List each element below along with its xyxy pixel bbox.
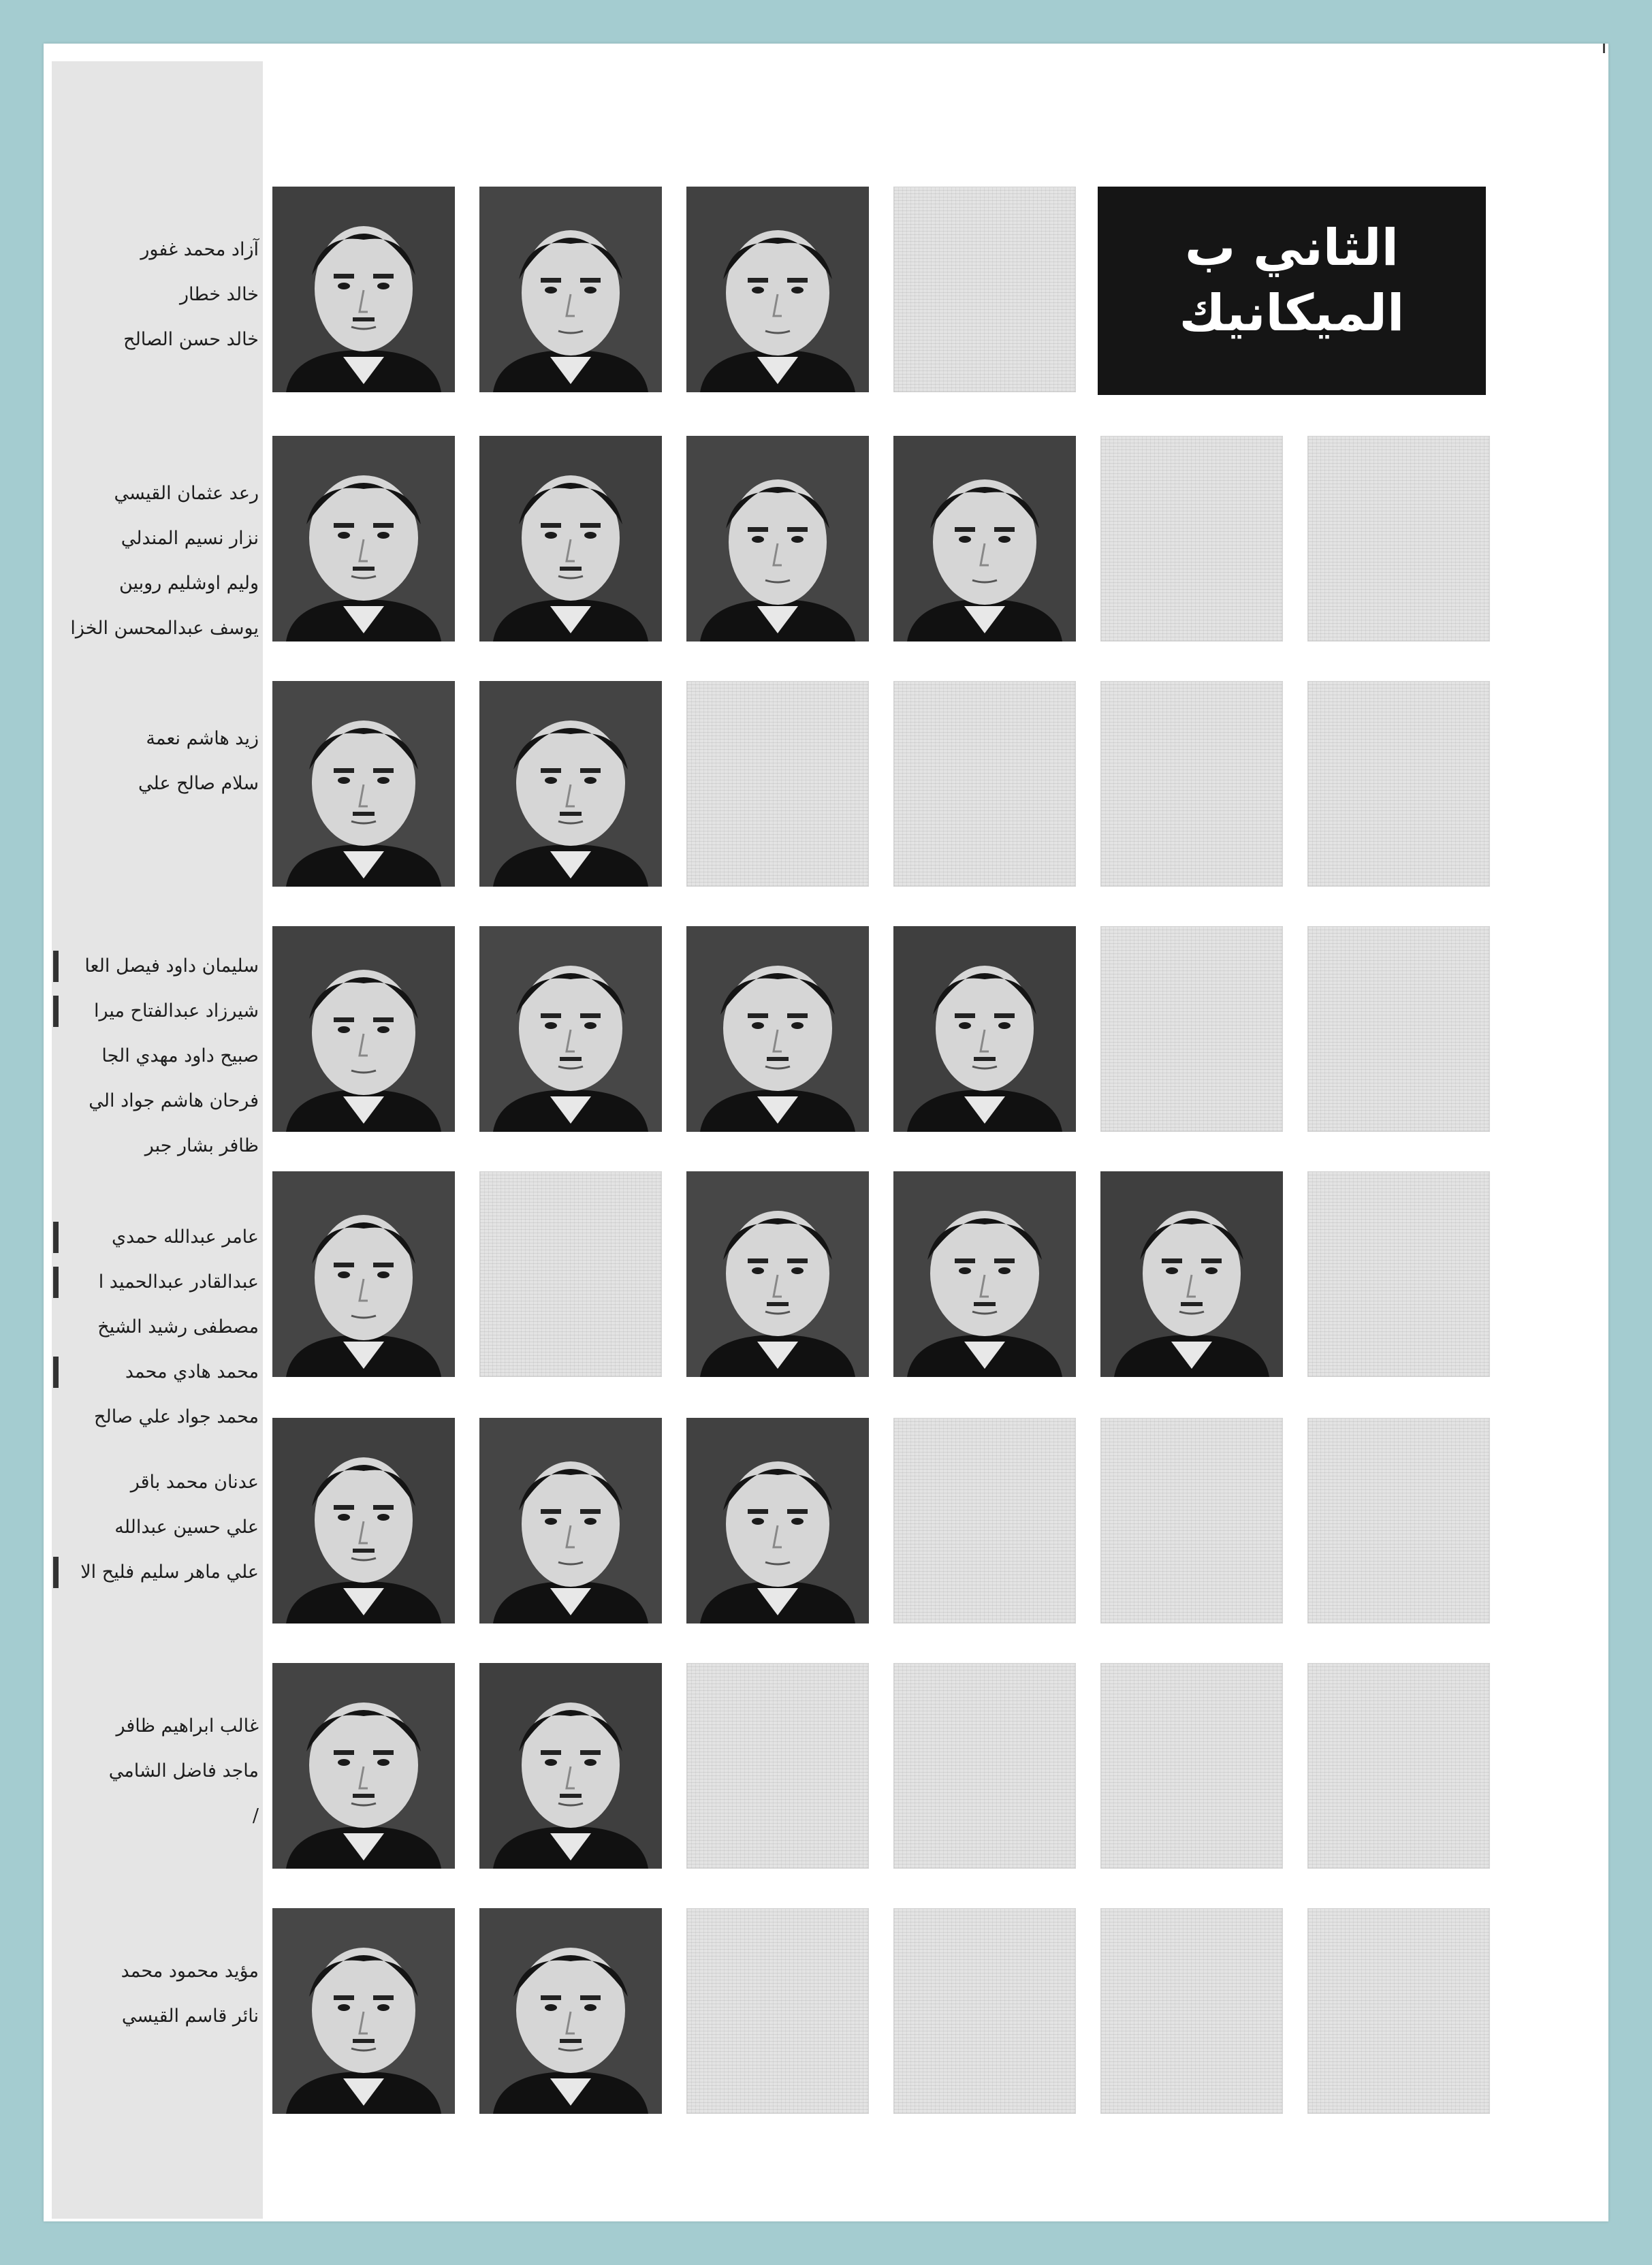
empty-photo-slot bbox=[1307, 1908, 1490, 2114]
student-photo bbox=[686, 187, 869, 392]
student-name: عبدالقادر عبدالحميد ا bbox=[98, 1271, 259, 1293]
class-title-line2: الميكانيك bbox=[1179, 284, 1405, 343]
student-photo bbox=[272, 681, 455, 887]
student-name: آزاد محمد غفور bbox=[140, 239, 259, 260]
class-title-box bbox=[1098, 187, 1486, 395]
scan-edge-mark bbox=[53, 996, 59, 1027]
empty-photo-slot bbox=[479, 1171, 662, 1377]
student-name: ماجد فاضل الشامي bbox=[108, 1760, 259, 1781]
student-name: شيرزاد عبدالفتاح ميرا bbox=[93, 1000, 259, 1021]
empty-photo-slot bbox=[1100, 1908, 1283, 2114]
empty-photo-slot bbox=[893, 681, 1076, 887]
empty-photo-slot bbox=[1100, 1418, 1283, 1623]
student-name: مؤيد محمود محمد bbox=[121, 1961, 259, 1982]
empty-photo-slot bbox=[893, 1908, 1076, 2114]
name-list-row-7 bbox=[54, 1704, 259, 1839]
student-name: نائر قاسم القيسي bbox=[121, 2006, 259, 2027]
student-photo bbox=[686, 1418, 869, 1623]
empty-photo-slot bbox=[686, 681, 869, 887]
student-photo bbox=[1100, 1171, 1283, 1377]
student-photo bbox=[686, 436, 869, 642]
student-photo bbox=[479, 187, 662, 392]
student-name: محمد هادي محمد bbox=[125, 1361, 259, 1382]
student-name: علي ماهر سليم فليح الا bbox=[80, 1562, 259, 1583]
empty-photo-slot bbox=[1307, 1171, 1490, 1377]
empty-photo-slot bbox=[1100, 436, 1283, 642]
name-list-row-6 bbox=[54, 1460, 259, 1595]
empty-photo-slot bbox=[1100, 1663, 1283, 1869]
empty-photo-slot bbox=[893, 1663, 1076, 1869]
student-photo bbox=[479, 436, 662, 642]
student-name: عامر عبدالله حمدي bbox=[111, 1226, 259, 1248]
empty-photo-slot bbox=[893, 187, 1076, 392]
student-photo bbox=[272, 1908, 455, 2114]
student-name: نزار نسيم المندلي bbox=[121, 528, 259, 549]
student-photo bbox=[272, 1663, 455, 1869]
scan-edge-mark bbox=[53, 1267, 59, 1298]
empty-photo-slot bbox=[1100, 926, 1283, 1132]
empty-photo-slot bbox=[1307, 436, 1490, 642]
yearbook-page bbox=[44, 44, 1608, 2221]
student-name: رعد عثمان القيسي bbox=[114, 483, 259, 504]
empty-photo-slot bbox=[1307, 1663, 1490, 1869]
scan-edge-mark bbox=[53, 1357, 59, 1388]
name-list-row-4 bbox=[54, 944, 259, 1169]
name-list-row-3 bbox=[54, 716, 259, 806]
empty-photo-slot bbox=[1100, 681, 1283, 887]
empty-photo-slot bbox=[1307, 926, 1490, 1132]
student-name: / bbox=[252, 1805, 259, 1826]
student-photo bbox=[686, 1171, 869, 1377]
class-title-line1: الثاني ب bbox=[1185, 219, 1399, 277]
empty-photo-slot bbox=[1307, 1418, 1490, 1623]
student-photo bbox=[272, 1418, 455, 1623]
student-name: فرحان هاشم جواد الي bbox=[89, 1090, 259, 1111]
student-name: خالد خطار bbox=[179, 284, 259, 305]
student-photo bbox=[272, 1171, 455, 1377]
student-name: صبيح داود مهدي الجا bbox=[101, 1045, 259, 1066]
student-name: سلام صالح علي bbox=[138, 773, 259, 794]
student-photo bbox=[272, 187, 455, 392]
student-name: خالد حسن الصالح bbox=[123, 329, 259, 350]
student-name: زيد هاشم نعمة bbox=[146, 728, 259, 749]
student-photo bbox=[272, 436, 455, 642]
student-name: محمد جواد علي صالح bbox=[94, 1406, 259, 1427]
student-photo bbox=[686, 926, 869, 1132]
student-photo bbox=[479, 1418, 662, 1623]
empty-photo-slot bbox=[686, 1663, 869, 1869]
corner-mark bbox=[1603, 44, 1605, 53]
empty-photo-slot bbox=[686, 1908, 869, 2114]
student-photo bbox=[893, 436, 1076, 642]
scan-edge-mark bbox=[53, 1557, 59, 1588]
student-name: علي حسين عبدالله bbox=[114, 1517, 259, 1538]
student-photo bbox=[893, 926, 1076, 1132]
student-photo bbox=[479, 1663, 662, 1869]
student-photo bbox=[479, 681, 662, 887]
student-name: وليم اوشليم روبين bbox=[118, 573, 259, 594]
name-list-row-8 bbox=[54, 1949, 259, 2039]
student-name: غالب ابراهيم ظافر bbox=[116, 1715, 259, 1737]
student-name: عدنان محمد باقر bbox=[130, 1472, 259, 1493]
student-name: ظافر بشار جبر bbox=[144, 1135, 259, 1156]
empty-photo-slot bbox=[893, 1418, 1076, 1623]
student-name: سليمان داود فيصل العا bbox=[84, 955, 259, 977]
student-photo bbox=[479, 926, 662, 1132]
student-name: يوسف عبدالمحسن الخزا bbox=[70, 618, 259, 639]
scan-edge-mark bbox=[53, 1222, 59, 1253]
student-photo bbox=[272, 926, 455, 1132]
student-photo bbox=[893, 1171, 1076, 1377]
name-list-row-1 bbox=[54, 227, 259, 362]
empty-photo-slot bbox=[1307, 681, 1490, 887]
student-photo bbox=[479, 1908, 662, 2114]
name-list-row-2 bbox=[54, 471, 259, 651]
name-list-row-5 bbox=[54, 1215, 259, 1440]
scan-edge-mark bbox=[53, 951, 59, 982]
student-name: مصطفى رشيد الشيخ bbox=[97, 1316, 259, 1337]
